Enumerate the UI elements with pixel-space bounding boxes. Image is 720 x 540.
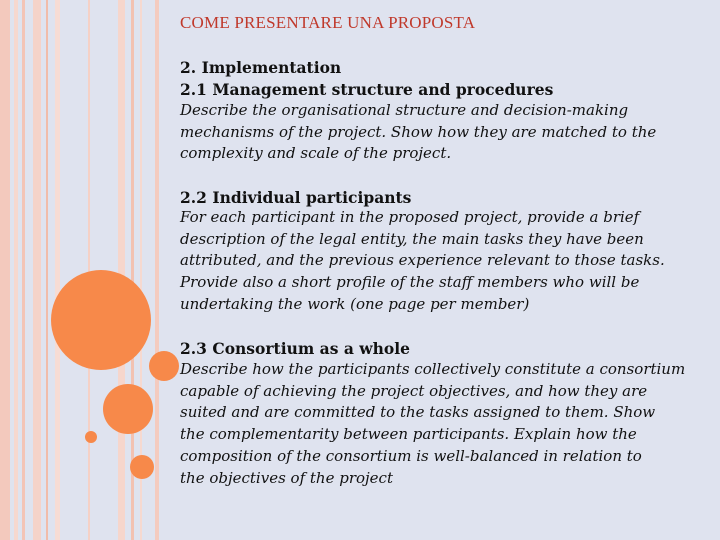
stripe (14, 0, 18, 540)
body-line: mechanisms of the project. Show how they are matched to the (180, 122, 657, 141)
small-circle (85, 431, 97, 443)
body-line: undertaking the work (one page per member) (180, 294, 530, 313)
small-circle (130, 455, 154, 479)
body-line: the complementarity between participants. Explain how the (180, 425, 637, 444)
subsection-body-2-1 (180, 100, 656, 165)
stripe (118, 0, 125, 540)
medium-circle (103, 384, 153, 434)
subsection-body-2-2 (180, 207, 665, 316)
stripe (46, 0, 48, 540)
body-line: For each participant in the proposed project, provide a brief (180, 208, 640, 226)
subsection-heading-2-3: 2.3 Consortium as a whole (180, 339, 410, 358)
body-line: capable of achieving the project objectives, and how they are (180, 381, 648, 400)
body-line: the objectives of the project (180, 468, 393, 487)
medium-circle (149, 351, 179, 381)
body-line: complexity and scale of the project. (180, 144, 452, 163)
body-line: Provide also a short profile of the staff members who will be (180, 273, 640, 292)
subsection-heading-2-1: 2.1 Management structure and procedures (180, 80, 554, 99)
body-line: description of the legal entity, the main tasks they have been (180, 229, 644, 248)
body-line: composition of the consortium is well-balanced in relation to (180, 446, 642, 465)
body-line: Describe how the participants collectively constitute a consortium (180, 360, 686, 378)
stripe (33, 0, 41, 540)
slide-title: COME PRESENTARE UNA PROPOSTA (180, 13, 476, 32)
body-line: attributed, and the previous experience relevant to those tasks. (180, 251, 665, 270)
stripe (55, 0, 60, 540)
large-circle (51, 270, 151, 370)
section-heading: 2. Implementation (180, 58, 342, 77)
body-line: Describe the organisational structure and decision-making (180, 101, 629, 119)
subsection-body-2-3 (180, 359, 685, 489)
stripe (0, 0, 10, 540)
stripe (88, 0, 90, 540)
stripe (22, 0, 25, 540)
subsection-heading-2-2: 2.2 Individual participants (180, 188, 412, 207)
body-line: suited and are committed to the tasks assigned to them. Show (180, 403, 656, 422)
stripe (155, 0, 159, 540)
